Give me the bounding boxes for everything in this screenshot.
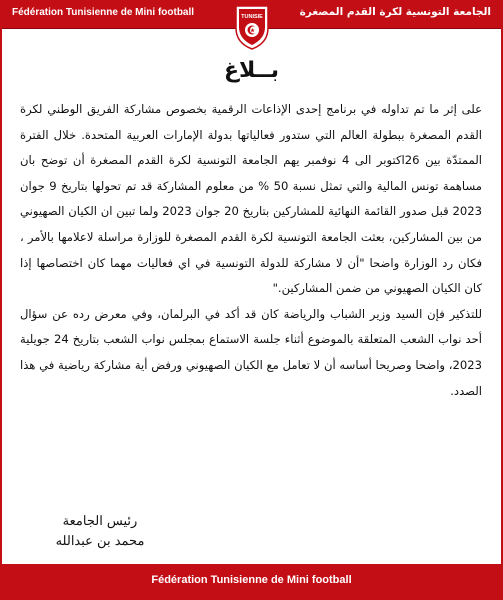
body-paragraph-2: للتذكير فإن السيد وزير الشباب والرياضة كان قد أكد في البرلمان، وفي معرض رده عن سؤال أحد نواب الشعب المتعلقة بالموضوع أثناء جلسة الاستماع بمجلس نواب الشعب بتاريخ 24 جويلية 2023، واضحا وصريحا أساسه أن لا تعامل مع الكيان الصهيوني ورفض أية مشاركة رياضية في هذا الصدد. <box>20 306 483 398</box>
federation-logo <box>232 2 272 50</box>
communique-body <box>20 97 482 404</box>
logo-text: TUNISIE <box>241 14 263 20</box>
federation-name-french: Fédération Tunisienne de Mini football <box>12 7 195 18</box>
communique-title: بــلاغ <box>223 58 280 83</box>
footer-bar <box>0 564 503 600</box>
signature-name: محمد بن عبدالله <box>55 534 145 549</box>
left-border <box>0 28 2 576</box>
body-paragraph-1: على إثر ما تم تداوله في برنامج إحدى الإذاعات الرقمية بخصوص مشاركة الفريق الوطني لكرة القدم المصغرة ببطولة العالم التي ستدور فعالياتها بدولة الإمارات العربية المتحدة. خلال الفترة الممتدّة بين 26اكتوبر الى 4 نوفمبر يهم الجامعة التونسية لكرة القدم المصغرة أن توضح بان مساهمة تونس المالية والتي تمثل نسبة 50 % من معلوم المشاركة قد تم تحولها بتاريخ 9 جوان 2023 قبل صدور القائمة النهائية للمشاركين بتاريخ 20 جوان 2023 ولما تبين ان الكيان الصهيوني من بين المشاركين، بعثت الجامعة التونسية لكرة القدم المصغرة للوزارة مراسلة لاعلامها بالأمر ، فكان رد الوزارة واضحا "أن لا مشاركة للدولة التونسية في اي فعاليات مهما كان اختصاصها إذا كان الكيان الصهيوني من ضمن المشاركين." <box>20 102 483 296</box>
signature-role: رئيس الجامعة <box>62 514 138 529</box>
federation-name-arabic: الجامعة التونسية لكرة القدم المصغرة <box>299 6 491 18</box>
footer-text: Fédération Tunisienne de Mini football <box>151 574 352 586</box>
signature-block <box>40 512 160 552</box>
